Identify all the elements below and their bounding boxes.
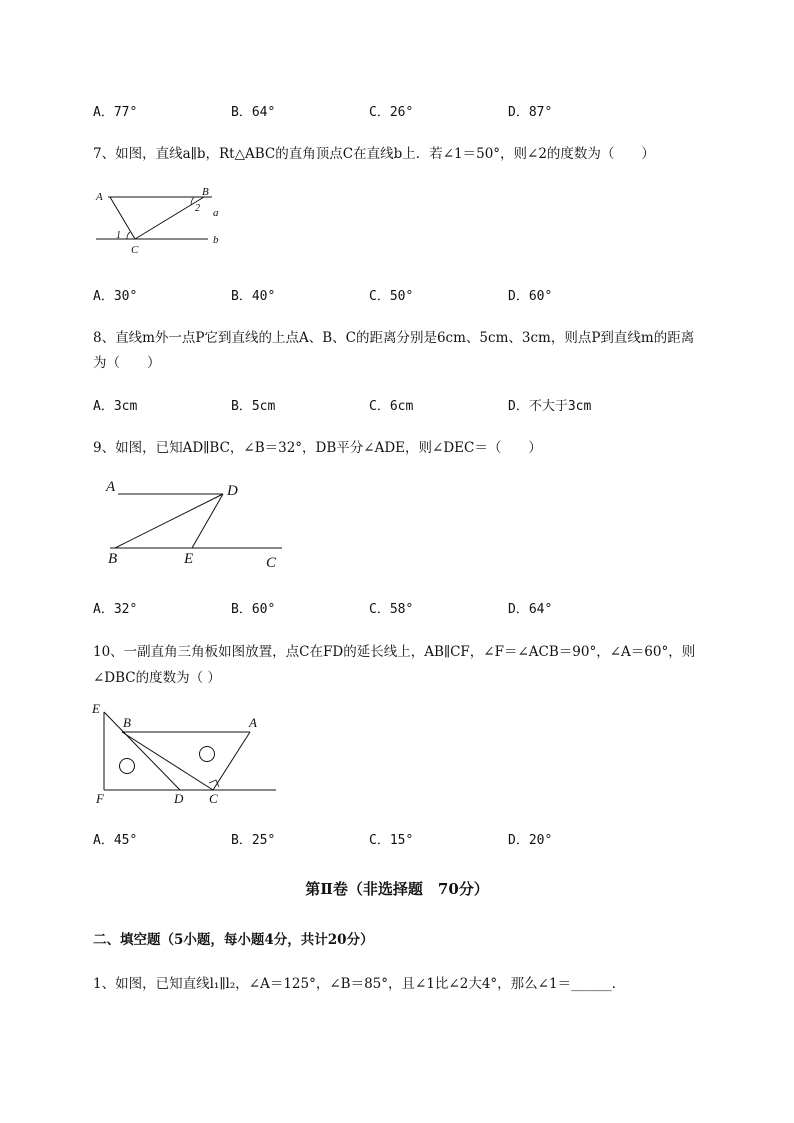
- q8-option-a: A．3cm: [93, 399, 138, 414]
- q9-label-E: E: [184, 551, 194, 567]
- q9-label-D: D: [227, 483, 238, 499]
- q7-label-B: B: [202, 186, 209, 198]
- q7-option-c: C．50°: [369, 289, 414, 304]
- q9-stem: 9、如图，已知AD∥BC，∠B＝32°，DB平分∠ADE，则∠DEC＝（ ）: [93, 440, 542, 456]
- q9-segment-bd: [115, 494, 223, 548]
- q7-label-1: 1: [116, 230, 121, 241]
- q7-label-a: a: [213, 207, 219, 219]
- q9-option-a: A．32°: [93, 602, 138, 617]
- q9-option-c: C．58°: [369, 602, 414, 617]
- q8-option-b: B．5cm: [231, 399, 276, 414]
- fill-in-section-heading: 二、填空题（5小题，每小题4分，共计20分）: [93, 932, 374, 948]
- q10-label-D: D: [174, 791, 184, 806]
- q10-label-C: C: [209, 791, 218, 806]
- q7-segment-ac: [110, 197, 135, 239]
- q8-option-d: D．不大于3cm: [508, 399, 592, 414]
- q9-label-B: B: [108, 551, 118, 567]
- q7-figure: [90, 183, 230, 258]
- q9-label-A: A: [106, 479, 116, 495]
- q10-figure: [88, 700, 283, 810]
- q7-label-b: b: [213, 234, 219, 246]
- q10-label-B: B: [123, 715, 131, 730]
- q10-right-angle-mark: [209, 780, 219, 787]
- q7-angle-1-arc: [127, 232, 130, 239]
- q8-stem-line2: 为（ ）: [93, 355, 161, 371]
- q9-figure: [100, 475, 290, 570]
- q6-option-c: C．26°: [369, 105, 414, 120]
- q10-label-E: E: [92, 701, 100, 716]
- q8-option-c: C．6cm: [369, 399, 414, 414]
- q7-label-2: 2: [195, 203, 200, 214]
- q6-option-a: A．77°: [93, 105, 138, 120]
- q10-label-A: A: [249, 715, 257, 730]
- fill-q1-stem: 1、如图，已知直线l₁∥l₂，∠A＝125°，∠B＝85°，且∠1比∠2大4°，那么∠1＝______.: [93, 976, 616, 992]
- q7-label-C: C: [131, 244, 139, 256]
- q10-option-a: A．45°: [93, 833, 138, 848]
- q9-option-b: B．60°: [231, 602, 276, 617]
- q10-hole-left: [120, 759, 135, 774]
- q10-segment-bc: [122, 732, 213, 790]
- q10-option-d: D．20°: [508, 833, 553, 848]
- q10-stem-line2: ∠DBC的度数为（ ）: [93, 670, 221, 686]
- q7-stem: 7、如图，直线a∥b，Rt△ABC的直角顶点C在直线b上．若∠1＝50°，则∠2的度数为（ ）: [93, 146, 655, 162]
- q8-stem-line1: 8、直线m外一点P它到直线的上点A、B、C的距离分别是6cm、5cm、3cm，则点P到直线m的距离: [93, 330, 695, 346]
- q7-segment-bc: [135, 197, 204, 239]
- q7-option-d: D．60°: [508, 289, 553, 304]
- q10-stem-line1: 10、一副直角三角板如图放置，点C在FD的延长线上，AB∥CF，∠F＝∠ACB＝90°，∠A＝60°，则: [93, 644, 696, 660]
- q9-label-C: C: [266, 555, 277, 570]
- q7-option-a: A．30°: [93, 289, 138, 304]
- q9-option-d: D．64°: [508, 602, 553, 617]
- q7-label-A: A: [96, 191, 103, 203]
- q10-segment-ed: [104, 712, 180, 790]
- q6-option-d: D．87°: [508, 105, 553, 120]
- q7-option-b: B．40°: [231, 289, 276, 304]
- q10-segment-ac: [213, 732, 250, 790]
- q10-hole-right: [200, 747, 215, 762]
- part2-title: 第Ⅱ卷（非选择题 70分）: [305, 880, 489, 898]
- q6-option-b: B．64°: [231, 105, 276, 120]
- q10-label-F: F: [96, 791, 104, 806]
- q10-option-b: B．25°: [231, 833, 276, 848]
- q10-option-c: C．15°: [369, 833, 414, 848]
